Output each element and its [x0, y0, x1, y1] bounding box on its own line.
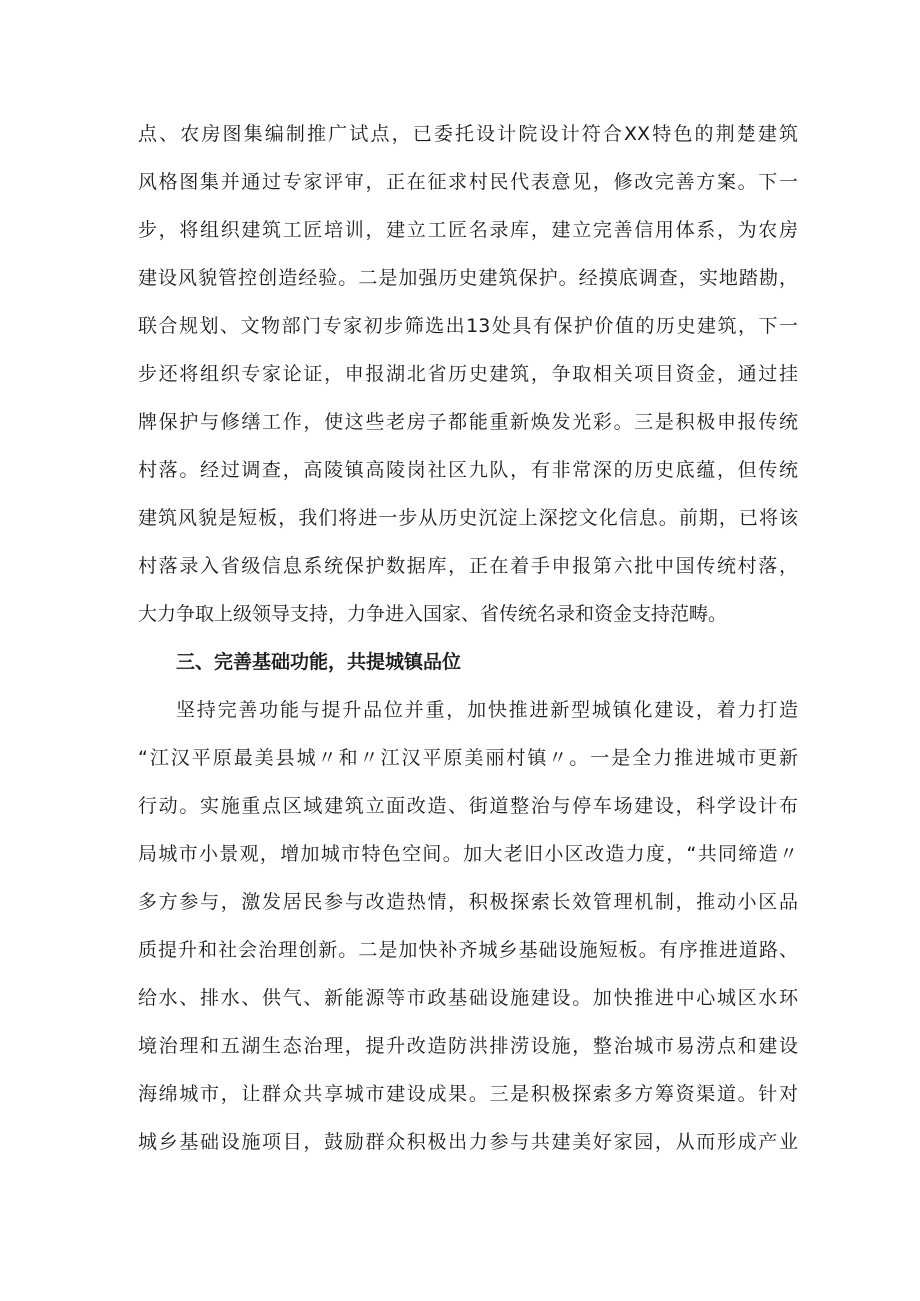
section-heading: 三、完善基础功能，共提城镇品位	[176, 651, 462, 673]
text-line: 联合规划、文物部门专家初步筛选出13处具有保护价值的历史建筑，下一	[138, 315, 798, 337]
text-line: 点、农房图集编制推广试点，已委托设计院设计符合XX特色的荆楚建筑	[138, 123, 798, 145]
paragraph-history-building	[138, 110, 798, 638]
text-line: 步还将组织专家论证，申报湖北省历史建筑，争取相关项目资金，通过挂	[138, 363, 798, 385]
text-line: 行动。实施重点区域建筑立面改造、街道整治与停车场建设，科学设计布	[138, 795, 798, 817]
text-line: 坚持完善功能与提升品位并重，加快推进新型城镇化建设，着力打造	[176, 699, 798, 721]
text-line: 建筑风貌是短板，我们将进一步从历史沉淀上深挖文化信息。前期，已将该	[138, 507, 798, 529]
text-line: 风格图集并通过专家评审，正在征求村民代表意见，修改完善方案。下一	[138, 171, 798, 193]
paragraph-infrastructure	[138, 686, 798, 1166]
text-line: 村落。经过调查，高陵镇高陵岗社区九队，有非常深的历史底蕴，但传统	[138, 459, 798, 481]
text-line: 大力争取上级领导支持，力争进入国家、省传统名录和资金支持范畴。	[138, 603, 728, 625]
text-line: 局城市小景观，增加城市特色空间。加大老旧小区改造力度，“共同缔造〃	[138, 843, 798, 865]
text-line: 给水、排水、供气、新能源等市政基础设施建设。加快推进中心城区水环	[138, 987, 798, 1009]
text-line: 步，将组织建筑工匠培训，建立工匠名录库，建立完善信用体系，为农房	[138, 219, 798, 241]
text-line: 建设风貌管控创造经验。二是加强历史建筑保护。经摸底调查，实地踏勘，	[138, 267, 798, 289]
document-body	[138, 110, 798, 1166]
text-line: 质提升和社会治理创新。二是加快补齐城乡基础设施短板。有序推进道路、	[138, 939, 798, 961]
text-line: 境治理和五湖生态治理，提升改造防洪排涝设施，整治城市易涝点和建设	[138, 1035, 798, 1057]
text-line: 牌保护与修缮工作，使这些老房子都能重新焕发光彩。三是积极申报传统	[138, 411, 798, 433]
text-line: 海绵城市，让群众共享城市建设成果。三是积极探索多方筹资渠道。针对	[138, 1083, 798, 1105]
text-line: 城乡基础设施项目，鼓励群众积极出力参与共建美好家园，从而形成产业	[138, 1131, 798, 1153]
text-line: “江汉平原最美县城〃和〃江汉平原美丽村镇〃。一是全力推进城市更新	[138, 747, 798, 769]
text-line: 多方参与，激发居民参与改造热情，积极探索长效管理机制，推动小区品	[138, 891, 798, 913]
text-line: 村落录入省级信息系统保护数据库，正在着手申报第六批中国传统村落，	[138, 555, 798, 577]
